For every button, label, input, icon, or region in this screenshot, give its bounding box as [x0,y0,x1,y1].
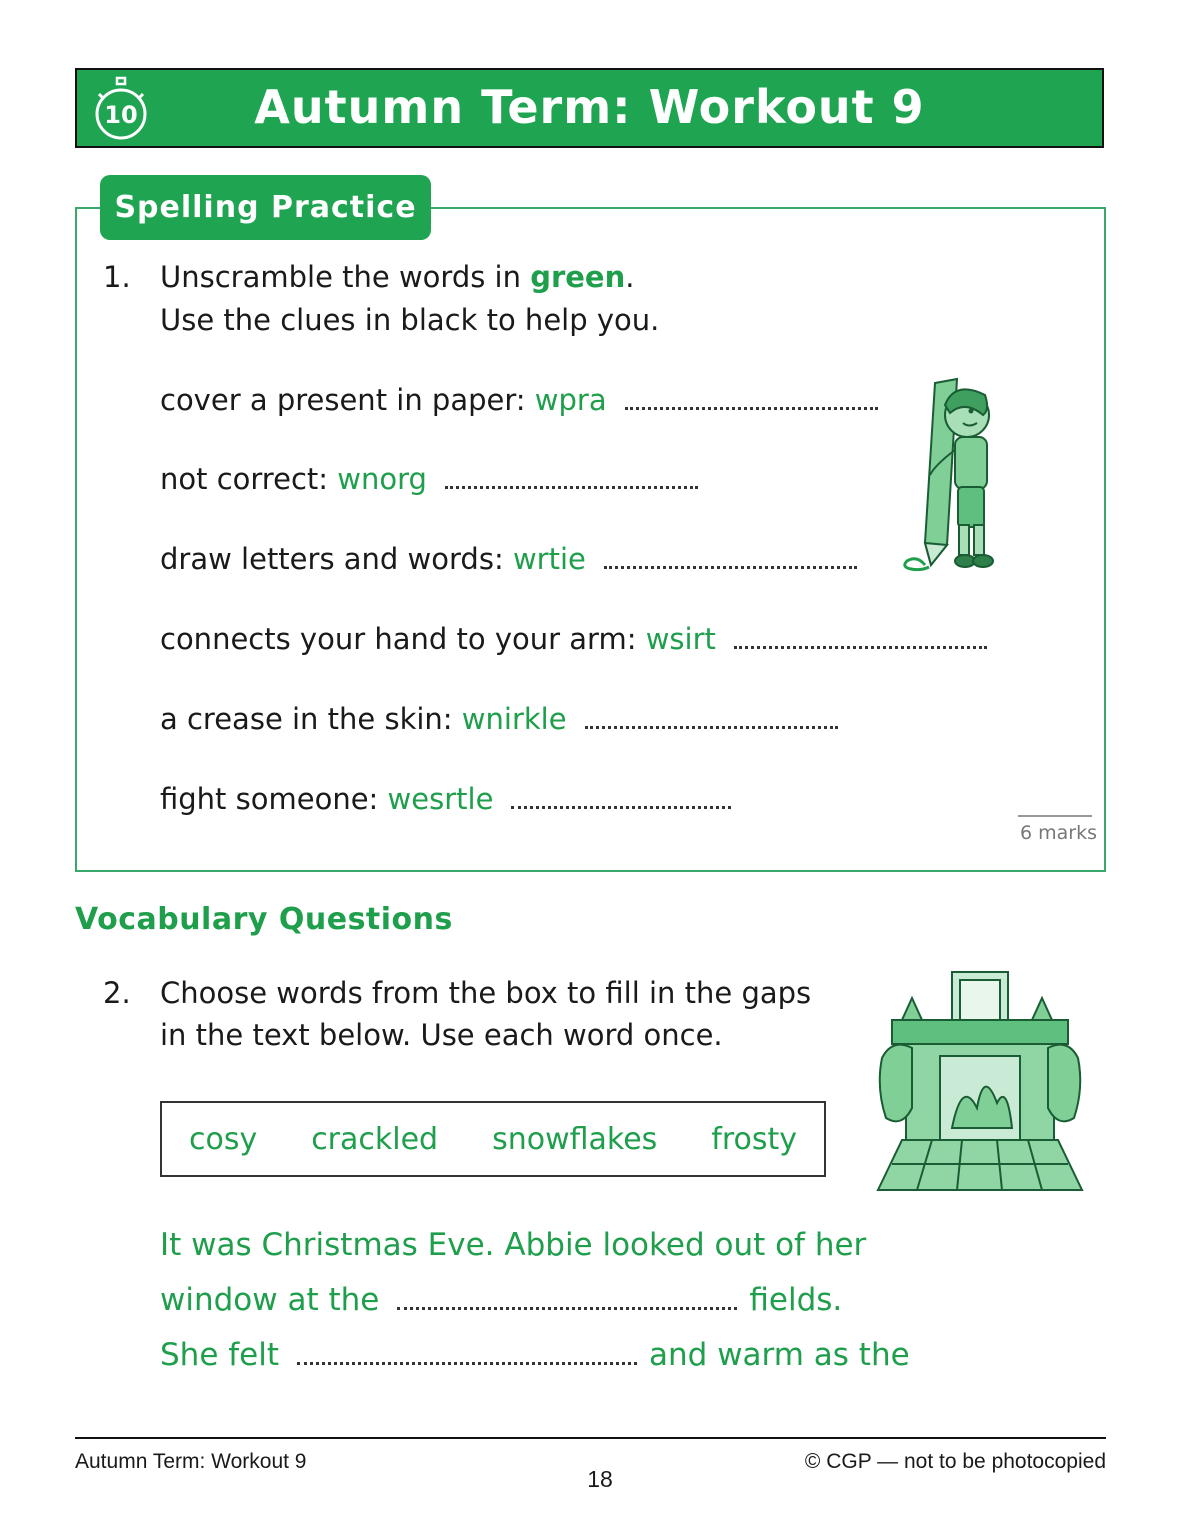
fireplace-illustration [872,968,1108,1193]
answer-line[interactable] [511,802,731,809]
boy-with-pencil-illustration [895,375,1015,580]
vocabulary-section-title: Vocabulary Questions [75,902,453,937]
clue-text: connects your hand to your arm: [160,622,637,656]
gap-answer-line[interactable] [297,1358,637,1365]
spelling-item [160,702,838,736]
footer-divider [75,1437,1106,1439]
answer-line[interactable] [585,722,838,729]
answer-line[interactable] [625,403,878,410]
spelling-item [160,782,731,816]
scrambled-word: wnirkle [461,702,567,736]
clue-text: a crease in the skin: [160,702,453,736]
word-bank-item: snowflakes [492,1121,658,1157]
spelling-item [160,383,878,417]
story-line-3: She felt and warm as the [160,1337,910,1373]
spelling-item [160,622,987,656]
marks-label: 6 marks [1020,822,1097,844]
story-line-2: window at the fields. [160,1282,843,1318]
question-1-number: 1. [103,260,131,294]
answer-line[interactable] [734,642,987,649]
green-keyword: green [530,260,626,294]
timer-minutes: 10 [104,101,138,129]
clue-text: draw letters and words: [160,542,504,576]
question-1-instruction-line1: Unscramble the words in green. [160,260,635,294]
gap-answer-line[interactable] [397,1303,737,1310]
page-title: Autumn Term: Workout 9 [254,80,925,134]
question-2-instruction-line2: in the text below. Use each word once. [160,1018,723,1052]
footer-title: Autumn Term: Workout 9 [75,1450,307,1473]
spelling-item [160,462,698,496]
word-bank-item: crackled [311,1121,439,1157]
spelling-item [160,542,857,576]
word-bank-box [160,1101,826,1177]
footer-copyright: © CGP — not to be photocopied [804,1450,1106,1473]
word-bank-item: cosy [188,1121,258,1157]
question-2-instruction-line1: Choose words from the box to fill in the gaps [160,976,812,1010]
page-number: 18 [587,1466,613,1492]
clue-text: fight someone: [160,782,379,816]
clue-text: not correct: [160,462,329,496]
scrambled-word: wsirt [645,622,716,656]
scrambled-word: wrtie [512,542,586,576]
scrambled-word: wnorg [337,462,427,496]
spelling-section-tab: Spelling Practice [100,175,431,240]
story-line-1: It was Christmas Eve. Abbie looked out of her [160,1227,867,1263]
answer-line[interactable] [604,562,857,569]
marks-divider [1018,815,1092,817]
clue-text: cover a present in paper: [160,383,526,417]
answer-line[interactable] [445,482,698,489]
word-bank-item: frosty [711,1121,798,1157]
page-header [75,68,1104,148]
question-2-number: 2. [103,976,131,1010]
scrambled-word: wpra [534,383,607,417]
scrambled-word: wesrtle [387,782,494,816]
question-1-instruction-line2: Use the clues in black to help you. [160,303,660,337]
